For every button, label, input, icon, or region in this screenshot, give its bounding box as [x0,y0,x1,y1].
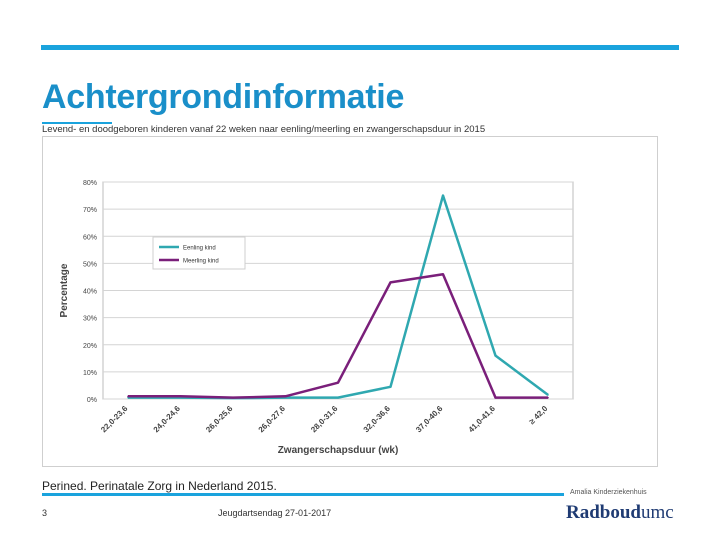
y-tick-label: 20% [82,342,97,350]
x-tick-label: 26,0-27,6 [256,404,287,435]
data-point [232,397,234,399]
x-tick-label: 41,0-41,6 [466,404,497,435]
footer-event: Jeugdartsendag 27-01-2017 [218,508,332,518]
x-tick-label: 22,0-23,6 [99,404,130,435]
data-point [495,397,497,399]
line-chart [43,137,657,466]
top-accent-bar [41,45,679,50]
x-tick-label: 37,0-40,6 [414,404,445,435]
y-tick-label: 0% [86,397,97,404]
data-point [390,386,392,388]
x-tick-label: ≥ 42,0 [527,404,550,427]
x-tick-label: 32,0-36,6 [361,404,392,435]
data-point [180,395,182,397]
logo-suffix-text: umc [641,502,674,523]
x-axis-title: Zwangerschapsduur (wk) [277,445,399,456]
data-point [127,395,129,397]
logo-main-text: Radboud [566,502,641,523]
bottom-rule [42,493,564,496]
department-label: Amalia Kinderziekenhuis [570,489,647,496]
data-point [495,355,497,357]
chart-frame [42,136,658,467]
series-line [128,196,548,399]
y-tick-label: 30% [82,315,97,323]
slide-title: Achtergrondinformatie [42,78,405,116]
x-tick-label: 26,0-25,6 [204,404,235,435]
data-point [442,195,444,197]
legend-label: Meerling kind [183,258,219,265]
source-citation: Perined. Perinatale Zorg in Nederland 2015. [42,479,277,493]
chart-caption: Levend- en doodgeboren kinderen vanaf 22 weken naar eenling/meerling en zwangerschapsduur in 2015 [42,124,486,135]
radboudumc-logo [566,502,674,524]
y-tick-label: 60% [82,234,97,242]
y-tick-label: 70% [82,207,97,215]
y-tick-label: 80% [82,180,97,187]
legend-label: Eenling kind [183,245,216,252]
data-point [390,282,392,284]
data-point [337,397,339,399]
data-point [547,397,549,399]
data-point [442,273,444,275]
y-tick-label: 10% [82,369,97,377]
y-axis-title: Percentage [59,263,70,318]
page-number: 3 [42,508,48,518]
y-tick-label: 50% [82,261,97,269]
x-tick-label: 24,0-24,6 [151,404,182,435]
data-point [285,395,287,397]
data-point [337,382,339,384]
data-point [547,394,549,396]
series-line [128,274,548,397]
x-tick-label: 28,0-31,6 [309,404,340,435]
y-tick-label: 40% [82,288,97,296]
